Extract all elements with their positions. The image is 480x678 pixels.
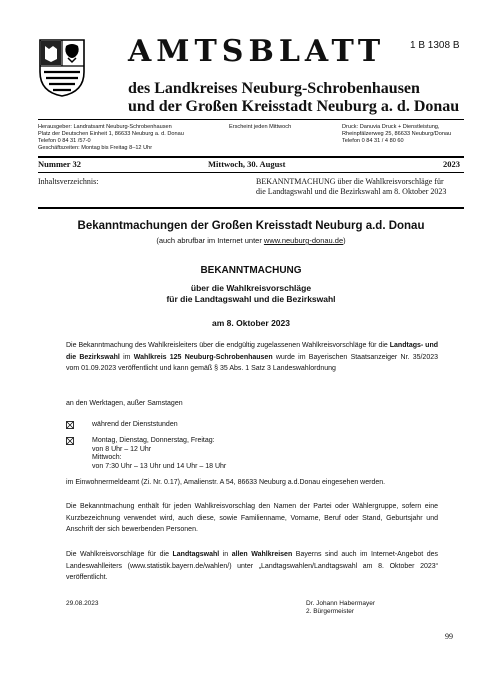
publication-frequency: Erscheint jeden Mittwoch	[229, 124, 292, 130]
checkbox-checked-icon[interactable]	[66, 421, 74, 429]
notice-subtitle: über die Wahlkreisvorschläge für die Landtagswahl und die Bezirkswahl	[166, 283, 336, 304]
divider	[38, 207, 464, 209]
divider	[38, 119, 464, 120]
masthead-subtitle-1: des Landkreises Neuburg-Schrobenhausen	[128, 80, 420, 97]
notice-paragraph-3: Die Wahlkreisvorschläge für die Landtagswahl in allen Wahlkreisen Bayerns sind auch im Internet-Angebot des Landeswahlleiters (www.statistik.bayern.de/wahlen/) unter „Landtagswahlen/Landtagswahl am 8. Oktober 2023“ veröffentlicht.	[66, 551, 439, 581]
coat-of-arms-icon	[38, 38, 86, 98]
issue-number: Nummer 32	[38, 159, 82, 169]
masthead-subtitle-2: und der Großen Kreisstadt Neuburg a. d. Donau	[128, 98, 460, 115]
masthead-title: AMTSBLATT	[128, 34, 386, 69]
printer-info: Druck: Danuvia Druck + Dienstleistung, Rheinpfälzerweg 25, 86633 Neuburg/Donau Telefon 0 84 31 / 4 80 60	[342, 124, 452, 144]
section-heading: Bekanntmachungen der Großen Kreisstadt Neuburg a.d. Donau	[77, 220, 425, 232]
publisher-info: Herausgeber: Landratsamt Neuburg-Schrobenhausen Platz der Deutschen Einheit 1, 86633 Neuburg a. d. Donau Telefon 0 84 31 /57-0 Geschäftszeiten: Montag bis Freitag 8–12 Uhr	[38, 124, 184, 151]
option-opening-times: Montag, Dienstag, Donnerstag, Freitag: von 8 Uhr – 12 Uhr Mittwoch: von 7:30 Uhr – 13 Uhr und 14 Uhr – 18 Uhr	[92, 437, 227, 470]
option-office-hours: während der Dienststunden	[92, 421, 178, 428]
checkbox-checked-icon[interactable]	[66, 437, 74, 445]
website-link[interactable]: www.neuburg-donau.de	[263, 236, 344, 245]
toc-entry[interactable]: BEKANNTMACHUNG über die Wahlkreisvorschläge für die Landtagswahl und die Bezirkswahl am 8. Oktober 2023	[256, 177, 447, 196]
divider	[38, 156, 464, 158]
signature-date: 29.08.2023	[66, 600, 99, 607]
publication-code: 1 B 1308 B	[410, 40, 460, 51]
notice-date-heading: am 8. Oktober 2023	[212, 318, 290, 328]
workdays-note: an den Werktagen, außer Samstagen	[66, 400, 183, 407]
notice-paragraph-2: Die Bekanntmachung enthält für jeden Wahlkreisvorschlag den Namen der Partei oder Wählergruppe, sofern eine Kurzbezeichnung verwendet wird, auch diese, sowie Familienname, Vorname, Beruf oder Stand, Geburtsjahr und Anschrift der sich bewerbenden Personen.	[66, 503, 438, 533]
notice-title: BEKANNTMACHUNG	[200, 265, 302, 276]
notice-location: im Einwohnermeldeamt (Zi. Nr. 0.17), Amalienstr. A 54, 86633 Neuburg a.d.Donau eingesehen werden.	[66, 479, 386, 486]
issue-date: Mittwoch, 30. August	[208, 159, 286, 169]
page-number: 99	[445, 632, 453, 641]
issue-year: 2023	[443, 159, 460, 169]
divider	[38, 172, 464, 173]
toc-label: Inhaltsverzeichnis:	[38, 177, 99, 186]
notice-paragraph-1: Die Bekanntmachung des Wahlkreisleiters über die endgültig zugelassenen Wahlkreisvorschläge für die Landtags- und die Bezirkswahl im Wahlkreis 125 Neuburg-Schrobenhausen wurde im Bayerischen Staatsanzeiger Nr. 35/2023 vom 01.09.2023 veröffentlicht und kann gemäß § 35 Abs. 1 Satz 3 Landeswahlordnung	[66, 342, 439, 372]
section-subheading: (auch abrufbar im Internet unter www.neuburg-donau.de)	[156, 236, 346, 245]
signer-block: Dr. Johann Habermayer 2. Bürgermeister	[306, 600, 376, 615]
